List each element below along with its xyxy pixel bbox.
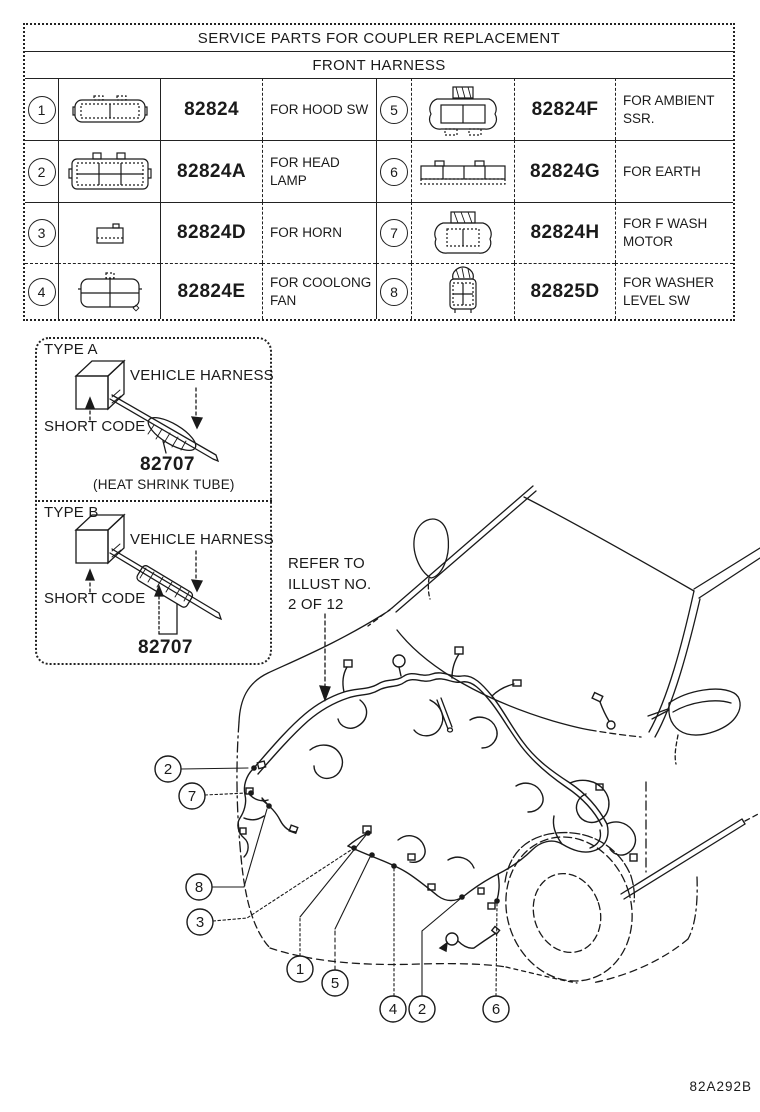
part-number: 82824H (514, 202, 615, 263)
part-desc: FOR HEAD LAMP (262, 140, 376, 202)
svg-text:6: 6 (491, 1001, 501, 1018)
wiring-harness (238, 647, 637, 951)
tube-note: (HEAT SHRINK TUBE) (93, 477, 235, 492)
svg-text:2: 2 (163, 761, 173, 778)
callout-leader-lines (181, 765, 500, 996)
washer-lever-part (440, 927, 500, 951)
type-a-diagram (76, 361, 218, 461)
callout-8 (186, 874, 212, 900)
callout-2b (409, 996, 435, 1022)
type-b-diagram (76, 515, 221, 634)
part-desc: FOR AMBIENT SSR. (615, 78, 733, 140)
short-code-label-a: SHORT CODE (44, 418, 146, 435)
type-a-label: TYPE A (44, 341, 98, 358)
part-number: 82824A (160, 140, 262, 202)
svg-text:2: 2 (417, 1001, 427, 1018)
callout-7 (179, 783, 205, 809)
svg-text:5: 5 (330, 975, 340, 992)
callout-3 (187, 909, 213, 935)
svg-text:4: 4 (388, 1001, 398, 1018)
row-num-1: 1 (25, 78, 58, 140)
callout-1 (287, 956, 313, 982)
tube-part-number-b: 82707 (138, 637, 193, 658)
part-number: 82824D (160, 202, 262, 263)
part-number: 82824G (514, 140, 615, 202)
part-desc: FOR HOOD SW (262, 78, 376, 140)
part-desc: FOR EARTH (615, 140, 733, 202)
callout-4 (380, 996, 406, 1022)
diagram-callouts (155, 756, 509, 1022)
type-b-label: TYPE B (44, 504, 99, 521)
callout-2a (155, 756, 181, 782)
part-desc: FOR WASHER LEVEL SW (615, 263, 733, 319)
row-num-5: 5 (376, 78, 411, 140)
vehicle-harness-label-a: VEHICLE HARNESS (130, 367, 274, 384)
figure-code: 82A292B (689, 1079, 752, 1094)
part-desc: FOR COOLONG FAN (262, 263, 376, 319)
svg-text:8: 8 (194, 879, 204, 896)
part-number: 82825D (514, 263, 615, 319)
left-mirror (414, 519, 448, 599)
refer-arrow (320, 614, 330, 700)
side-mirror (652, 689, 740, 764)
refer-note: REFER TO ILLUST NO. 2 OF 12 (288, 555, 372, 613)
svg-text:3: 3 (195, 914, 205, 931)
car-body-outline (237, 486, 760, 983)
row-num-4: 4 (25, 263, 58, 319)
vehicle-harness-label-b: VEHICLE HARNESS (130, 531, 274, 548)
row-num-3: 3 (25, 202, 58, 263)
table-subtitle: FRONT HARNESS (25, 51, 733, 78)
callout-6 (483, 996, 509, 1022)
tube-part-number-a: 82707 (140, 454, 195, 475)
svg-text:7: 7 (187, 788, 197, 805)
row-num-8: 8 (376, 263, 411, 319)
callout-5 (322, 970, 348, 996)
row-num-6: 6 (376, 140, 411, 202)
short-code-label-b: SHORT CODE (44, 590, 146, 607)
part-desc: FOR HORN (262, 202, 376, 263)
table-title: SERVICE PARTS FOR COUPLER REPLACEMENT (197, 29, 561, 47)
row-num-7: 7 (376, 202, 411, 263)
svg-text:1: 1 (295, 961, 305, 978)
part-desc: FOR F WASH MOTOR (615, 202, 733, 263)
part-number: 82824E (160, 263, 262, 319)
row-num-2: 2 (25, 140, 58, 202)
part-number: 82824F (514, 78, 615, 140)
part-number: 82824 (160, 78, 262, 140)
